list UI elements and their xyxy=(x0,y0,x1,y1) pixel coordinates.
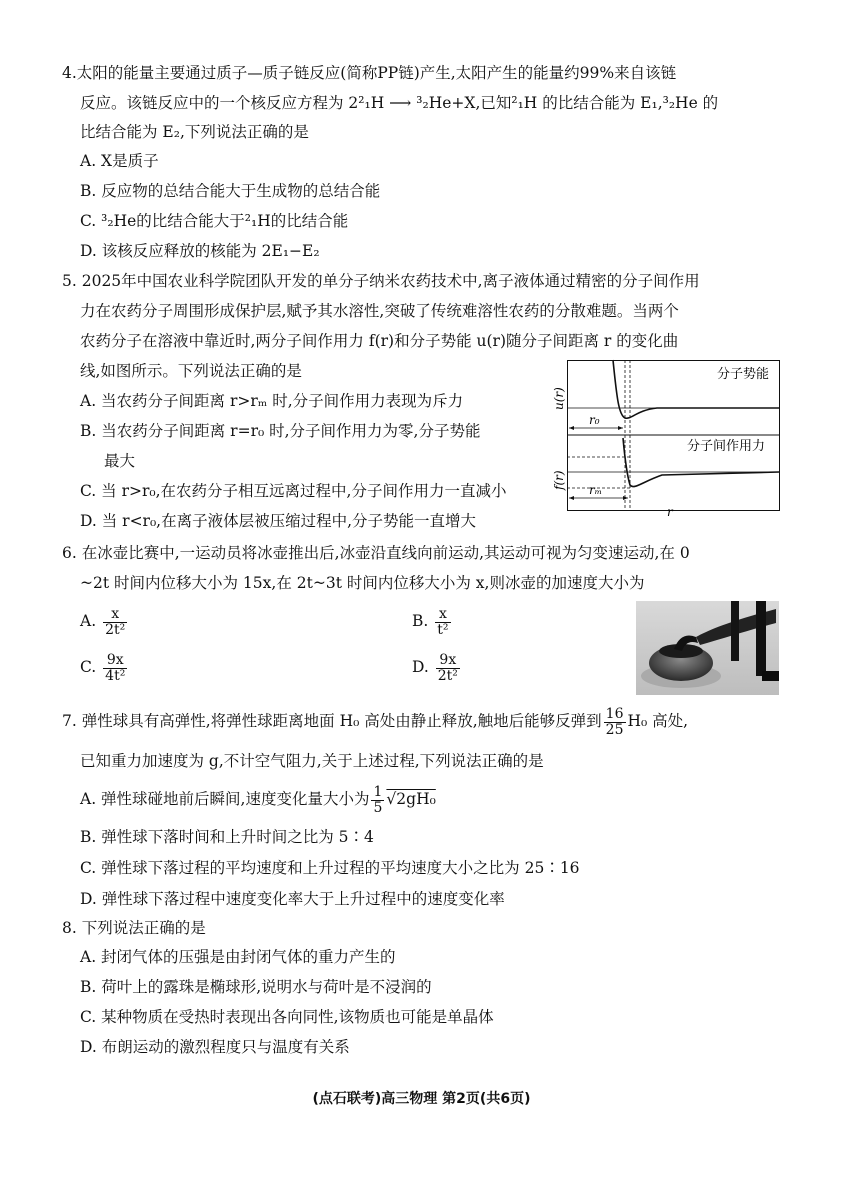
q5-stem-line3: 农药分子在溶液中靠近时,两分子间作用力 f(r)和分子势能 u(r)随分子间距离 r 的变化曲 xyxy=(80,332,679,350)
fraction: $\frac{16}{25}$ xyxy=(605,705,624,738)
q4-option-b: B. 反应物的总结合能大于生成物的总结合能 xyxy=(80,182,381,200)
fraction: $\frac{x}{\text{t²}}$ xyxy=(437,605,449,638)
rm-label: rₘ xyxy=(589,483,603,497)
q8-stem-line1: 8. 下列说法正确的是 xyxy=(62,919,206,937)
q5-option-d: D. 当 r<r₀,在离子液体层被压缩过程中,分子势能一直增大 xyxy=(80,512,477,530)
q5-stem-line4: 线,如图所示。下列说法正确的是 xyxy=(80,362,302,380)
q4-stem-line2: 反应。该链反应中的一个核反应方程为 2²₁H ⟶ ³₂He+X,已知²₁H 的比结合能为 E₁,³₂He 的 xyxy=(80,94,719,112)
r-axis-label: r xyxy=(667,505,673,519)
q4-option-a: A. X是质子 xyxy=(80,152,159,170)
q6-stem-line1: 6. 在冰壶比赛中,一运动员将冰壶推出后,冰壶沿直线向前运动,其运动可视为匀变速运动,在 0 xyxy=(62,544,690,562)
q7-option-d: D. 弹性球下落过程中速度变化率大于上升过程中的速度变化率 xyxy=(80,890,505,908)
q5-option-c: C. 当 r>r₀,在农药分子相互远离过程中,分子间作用力一直减小 xyxy=(80,482,507,500)
fraction: $\frac{x}{\text{2t²}}$ xyxy=(105,605,126,638)
q8-option-a: A. 封闭气体的压强是由封闭气体的重力产生的 xyxy=(80,948,396,966)
page-footer: (点石联考)高三物理 第2页(共6页) xyxy=(312,1091,531,1107)
q6-option-b: B. $\frac{x}{\text{t²}}$ xyxy=(412,605,449,638)
q6-stem-line2: ~2t 时间内位移大小为 15x,在 2t~3t 时间内位移大小为 x,则冰壶的加速度大小为 xyxy=(80,574,645,592)
q7-option-c: C. 弹性球下落过程的平均速度和上升过程的平均速度大小之比为 25∶16 xyxy=(80,859,580,877)
q8-option-d: D. 布朗运动的激烈程度只与温度有关系 xyxy=(80,1038,350,1056)
q6-option-a: A. $\frac{x}{\text{2t²}}$ xyxy=(80,605,126,638)
q5-option-a: A. 当农药分子间距离 r>rₘ 时,分子间作用力表现为斥力 xyxy=(80,392,464,410)
curling-stone-photo xyxy=(636,601,779,695)
q7-option-a: A. 弹性球碰地前后瞬间,速度变化量大小为 $\frac{1}{5}$ √2gH₀ xyxy=(80,783,436,816)
q4-option-c: C. ³₂He的比结合能大于²₁H的比结合能 xyxy=(80,212,349,230)
u-axis-label: u(r) xyxy=(552,387,566,410)
force-potential-graph xyxy=(552,360,780,519)
force-label: 分子间作用力 xyxy=(687,439,766,454)
q5-option-b: B. 当农药分子间距离 r=r₀ 时,分子间作用力为零,分子势能 xyxy=(80,422,481,440)
q8-option-c: C. 某种物质在受热时表现出各向同性,该物质也可能是单晶体 xyxy=(80,1008,494,1026)
q7-stem-line1: 7. 弹性球具有高弹性,将弹性球距离地面 H₀ 高处由静止释放,触地后能够反弹到 $\frac{16}{25}$ H₀ 高处, xyxy=(62,705,689,738)
q4-option-d: D. 该核反应释放的核能为 2E₁−E₂ xyxy=(80,242,320,260)
fraction: $\frac{9x}{\text{2t²}}$ xyxy=(437,651,458,684)
q5-option-b-cont: 最大 xyxy=(104,452,136,470)
potential-label: 分子势能 xyxy=(717,367,770,382)
q6-option-d: D. $\frac{9x}{\text{2t²}}$ xyxy=(412,651,458,684)
q5-stem-line1: 5. 2025年中国农业科学院团队开发的单分子纳米农药技术中,离子液体通过精密的分子间作用 xyxy=(62,272,700,290)
fraction: $\frac{1}{5}$ xyxy=(373,783,383,816)
r0-label: r₀ xyxy=(589,413,600,427)
q5-stem-line2: 力在农药分子周围形成保护层,赋予其水溶性,突破了传统难溶性农药的分散难题。当两个 xyxy=(80,302,679,320)
f-axis-label: f(r) xyxy=(552,470,566,490)
q6-option-c: C. $\frac{9x}{\text{4t²}}$ xyxy=(80,651,126,684)
fraction: $\frac{9x}{\text{4t²}}$ xyxy=(105,651,126,684)
q4-stem-line1: 4.太阳的能量主要通过质子—质子链反应(简称PP链)产生,太阳产生的能量约99%来自该链 xyxy=(62,64,677,82)
q8-option-b: B. 荷叶上的露珠是椭球形,说明水与荷叶是不浸润的 xyxy=(80,978,432,996)
q7-option-b: B. 弹性球下落时间和上升时间之比为 5∶4 xyxy=(80,828,374,846)
q4-stem-line3: 比结合能为 E₂,下列说法正确的是 xyxy=(80,123,309,141)
q7-stem-line2: 已知重力加速度为 g,不计空气阻力,关于上述过程,下列说法正确的是 xyxy=(80,752,544,770)
